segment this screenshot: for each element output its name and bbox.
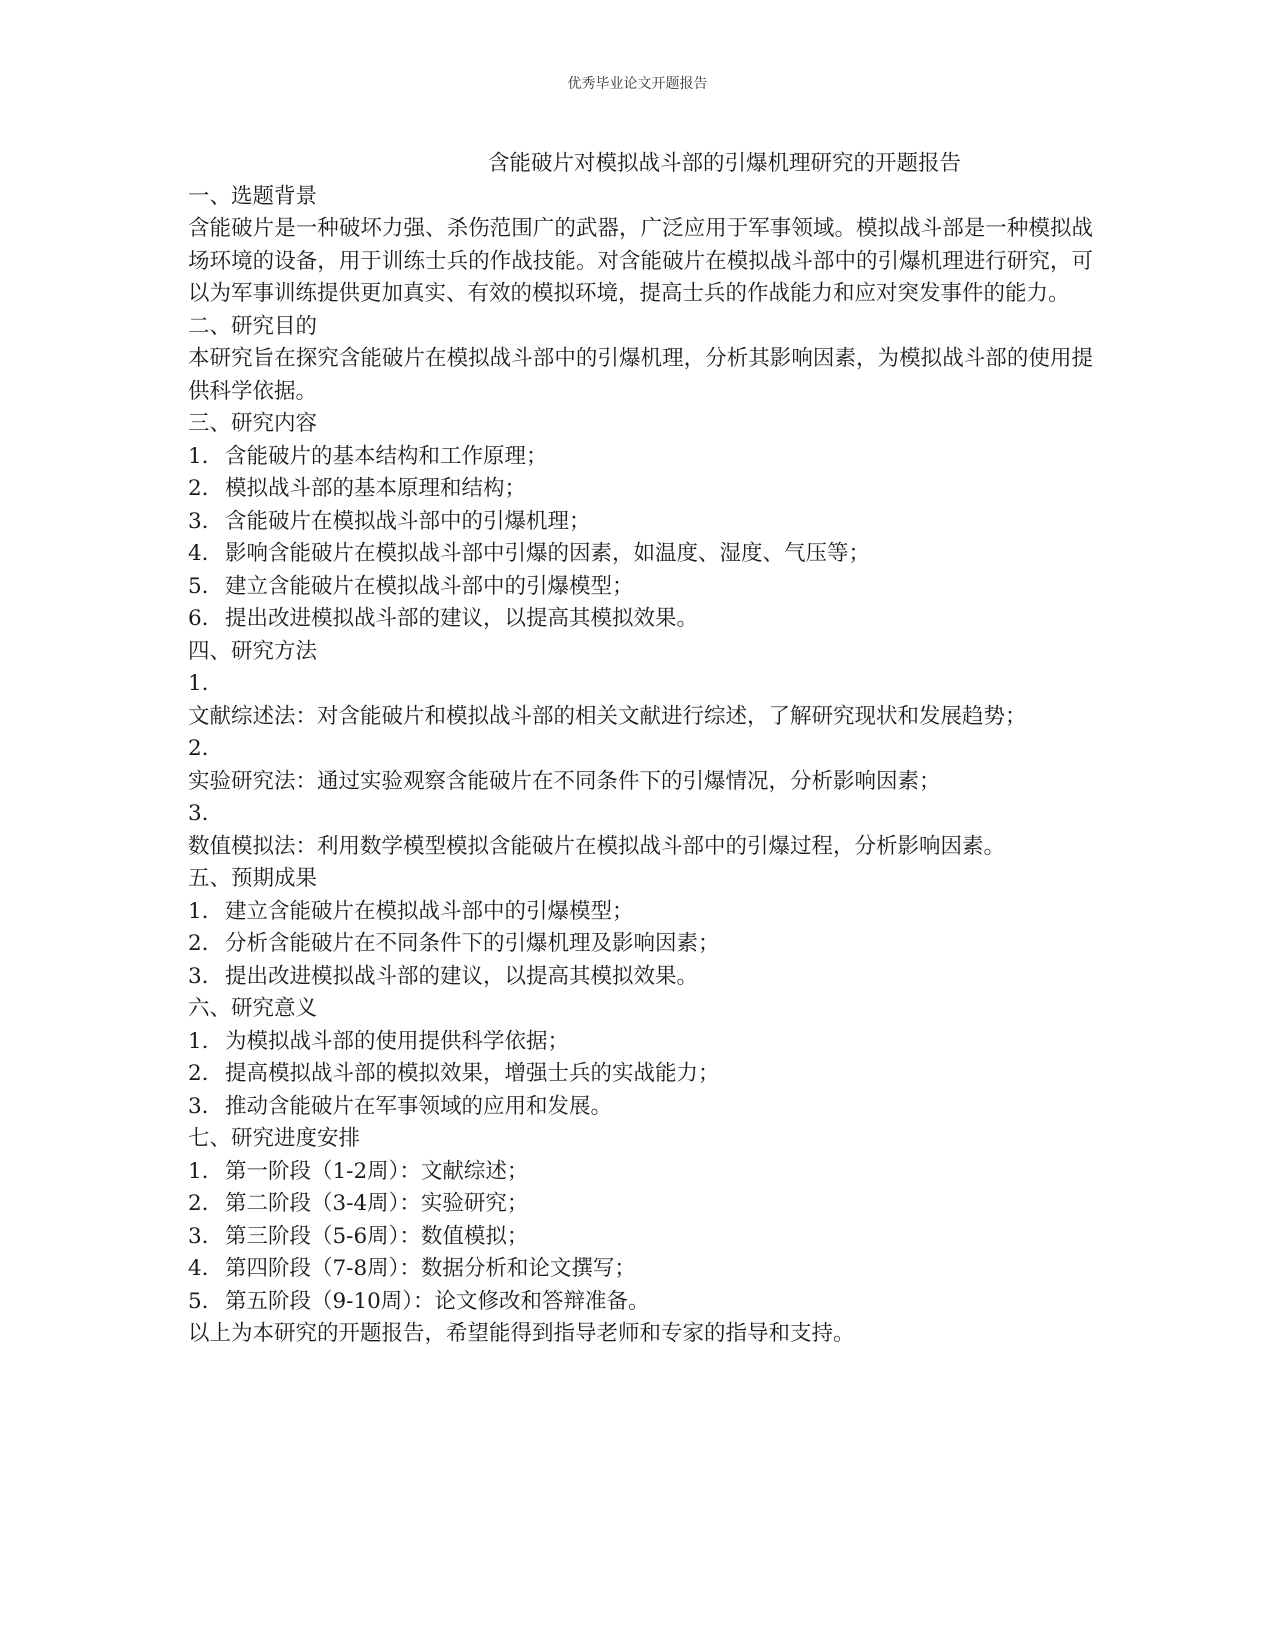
page-header: 优秀毕业论文开题报告 bbox=[567, 76, 708, 92]
list-text: 为模拟战斗部的使用提供科学依据； bbox=[225, 1028, 570, 1054]
section-heading: 四、研究方法 bbox=[188, 638, 318, 664]
list-number: 2. bbox=[188, 476, 209, 501]
list-text: 建立含能破片在模拟战斗部中的引爆模型； bbox=[225, 898, 634, 924]
list-text: 影响含能破片在模拟战斗部中引爆的因素，如温度、湿度、气压等； bbox=[225, 541, 871, 566]
section-heading: 二、研究目的 bbox=[188, 313, 318, 339]
list-text: 第三阶段（5-6周）：数值模拟； bbox=[225, 1223, 529, 1249]
list-number: 2. bbox=[188, 1191, 209, 1216]
list-item bbox=[188, 896, 1093, 929]
list-item bbox=[188, 571, 1093, 604]
list-text: 分析含能破片在不同条件下的引爆机理及影响因素； bbox=[225, 931, 720, 956]
list-number: 6. bbox=[188, 606, 209, 631]
section-heading: 六、研究意义 bbox=[188, 996, 318, 1021]
list-item bbox=[188, 928, 1093, 961]
document-title: 含能破片对模拟战斗部的引爆机理研究的开题报告 bbox=[488, 151, 962, 176]
list-number: 5. bbox=[188, 573, 209, 599]
list-number: 3. bbox=[188, 1223, 209, 1249]
method-number: 1. bbox=[188, 671, 209, 696]
list-item bbox=[188, 506, 1093, 539]
list-item bbox=[188, 1188, 1093, 1221]
list-number: 1. bbox=[188, 1158, 209, 1184]
list-item bbox=[188, 441, 1093, 474]
list-number: 2. bbox=[188, 1061, 209, 1086]
list-number: 1. bbox=[188, 1028, 209, 1054]
list-text: 第五阶段（9-10周）：论文修改和答辩准备。 bbox=[225, 1288, 650, 1314]
list-item bbox=[188, 473, 1093, 506]
list-item bbox=[188, 961, 1093, 994]
list-item bbox=[188, 1091, 1093, 1124]
list-item bbox=[188, 1221, 1093, 1254]
paragraph: 含能破片是一种破坏力强、杀伤范围广的武器，广泛应用于军事领域。模拟战斗部是一种模拟战场环境的设备，用于训练士兵的作战技能。对含能破片在模拟战斗部中的引爆机理进行研究，可以为军事训练提供更加真实、有效的模拟环境，提高士兵的作战能力和应对突发事件的能力。 bbox=[188, 216, 1093, 306]
list-text: 提出改进模拟战斗部的建议，以提高其模拟效果。 bbox=[225, 606, 699, 631]
method-number: 3. bbox=[188, 801, 209, 826]
list-text: 含能破片在模拟战斗部中的引爆机理； bbox=[225, 508, 591, 534]
list-number: 4. bbox=[188, 1256, 209, 1281]
list-item bbox=[188, 1026, 1093, 1059]
list-number: 5. bbox=[188, 1288, 209, 1314]
method-text: 数值模拟法：利用数学模型模拟含能破片在模拟战斗部中的引爆过程，分析影响因素。 bbox=[188, 833, 1006, 859]
list-text: 推动含能破片在军事领域的应用和发展。 bbox=[225, 1093, 613, 1119]
list-number: 1. bbox=[188, 898, 209, 924]
list-text: 建立含能破片在模拟战斗部中的引爆模型； bbox=[225, 573, 634, 599]
list-item bbox=[188, 538, 1093, 571]
list-number: 1. bbox=[188, 443, 209, 469]
method-text: 实验研究法：通过实验观察含能破片在不同条件下的引爆情况，分析影响因素； bbox=[188, 768, 941, 794]
section-heading: 一、选题背景 bbox=[188, 183, 318, 209]
list-number: 3. bbox=[188, 1093, 209, 1119]
list-number: 2. bbox=[188, 931, 209, 956]
list-text: 第四阶段（7-8周）：数据分析和论文撰写； bbox=[225, 1256, 636, 1281]
list-text: 模拟战斗部的基本原理和结构； bbox=[225, 476, 527, 501]
method-text: 文献综述法：对含能破片和模拟战斗部的相关文献进行综述，了解研究现状和发展趋势； bbox=[188, 703, 1027, 729]
list-text: 第二阶段（3-4周）：实验研究； bbox=[225, 1191, 529, 1216]
list-number: 4. bbox=[188, 541, 209, 566]
list-item bbox=[188, 1253, 1093, 1286]
closing-paragraph: 以上为本研究的开题报告，希望能得到指导老师和专家的指导和支持。 bbox=[188, 1321, 855, 1346]
list-item bbox=[188, 1286, 1093, 1319]
section-heading: 五、预期成果 bbox=[188, 866, 318, 891]
list-item bbox=[188, 1156, 1093, 1189]
list-text: 含能破片的基本结构和工作原理； bbox=[225, 443, 548, 469]
method-number: 2. bbox=[188, 736, 209, 761]
section-heading: 三、研究内容 bbox=[188, 411, 318, 436]
list-item bbox=[188, 603, 1093, 636]
section-heading: 七、研究进度安排 bbox=[188, 1126, 361, 1151]
list-number: 3. bbox=[188, 508, 209, 534]
list-text: 第一阶段（1-2周）：文献综述； bbox=[225, 1158, 529, 1184]
paragraph: 本研究旨在探究含能破片在模拟战斗部中的引爆机理，分析其影响因素，为模拟战斗部的使用提供科学依据。 bbox=[188, 346, 1093, 404]
list-text: 提高模拟战斗部的模拟效果，增强士兵的实战能力； bbox=[225, 1061, 720, 1086]
list-item bbox=[188, 1058, 1093, 1091]
document-body bbox=[188, 148, 1093, 1351]
list-number: 3. bbox=[188, 963, 209, 989]
list-text: 提出改进模拟战斗部的建议，以提高其模拟效果。 bbox=[225, 963, 699, 989]
